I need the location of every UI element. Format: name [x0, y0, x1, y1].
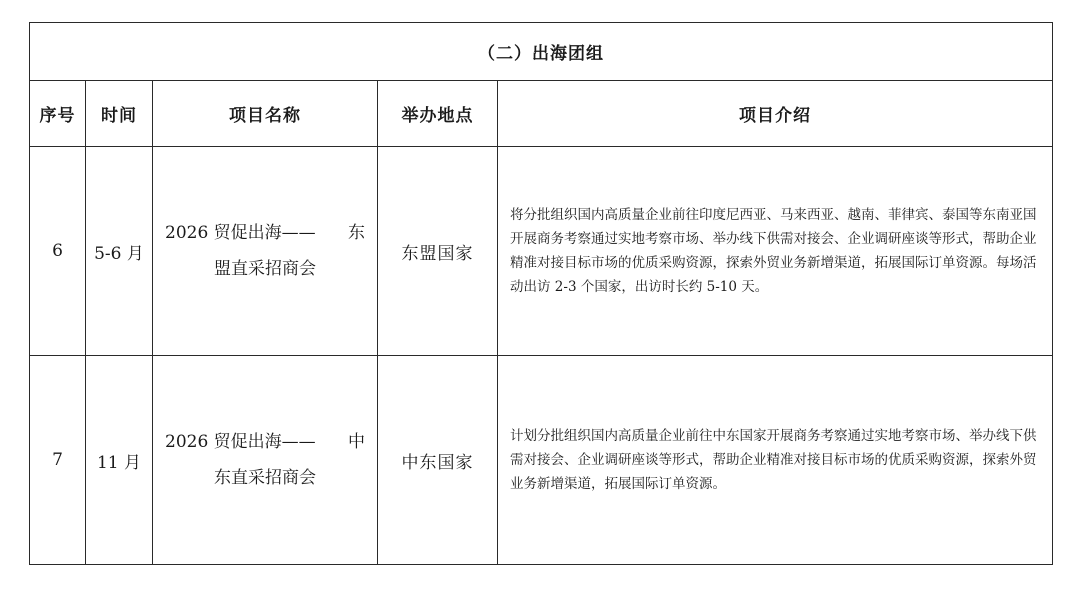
table-row	[30, 147, 1053, 356]
header-name: 项目名称	[153, 81, 378, 147]
project-name-part: 中	[348, 432, 365, 452]
project-name-part: 2026 贸促出海——	[165, 432, 316, 452]
project-name-part: 东	[348, 223, 365, 243]
table-row	[30, 356, 1053, 565]
row-intro: 将分批组织国内高质量企业前往印度尼西亚、马来西亚、越南、菲律宾、泰国等东南亚国开展商务考察通过实地考察市场、举办线下供需对接会、企业调研座谈等形式，帮助企业精准对接目标市场的优质采购资源，探索外贸业务新增渠道，拓展国际订单资源。每场活动出访 2-3 个国家，出访时长约 5-10 天。	[498, 147, 1053, 356]
header-seq: 序号	[30, 81, 86, 147]
section-title-row	[30, 23, 1053, 81]
section-title: （二）出海团组	[30, 23, 1053, 81]
row-location: 中东国家	[378, 356, 498, 565]
project-name-part: 2026 贸促出海——	[165, 223, 316, 243]
outbound-delegation-table	[29, 22, 1053, 565]
row-seq: 7	[30, 356, 86, 565]
row-project-name	[153, 356, 378, 565]
row-intro: 计划分批组织国内高质量企业前往中东国家开展商务考察通过实地考察市场、举办线下供需对接会、企业调研座谈等形式，帮助企业精准对接目标市场的优质采购资源，探索外贸业务新增渠道，拓展国际订单资源。	[498, 356, 1053, 565]
row-project-name	[153, 147, 378, 356]
header-location: 举办地点	[378, 81, 498, 147]
row-location: 东盟国家	[378, 147, 498, 356]
header-time: 时间	[86, 81, 153, 147]
header-row	[30, 81, 1053, 147]
project-name-part: 东直采招商会	[214, 468, 316, 488]
row-time: 5-6 月	[86, 147, 153, 356]
row-time: 11 月	[86, 356, 153, 565]
header-intro: 项目介绍	[498, 81, 1053, 147]
row-seq: 6	[30, 147, 86, 356]
project-name-part: 盟直采招商会	[214, 259, 316, 279]
